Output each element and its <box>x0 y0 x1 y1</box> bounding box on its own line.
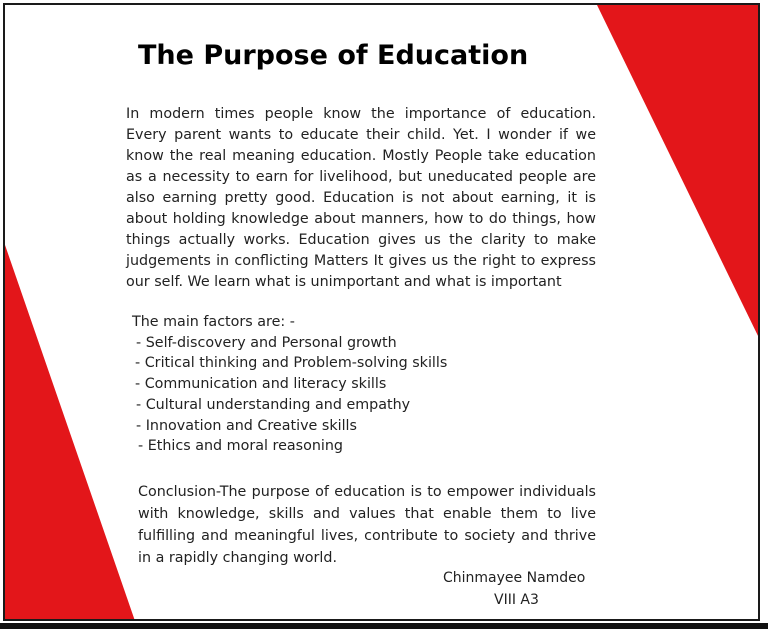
list-item: - Innovation and Creative skills <box>136 417 357 434</box>
list-item: - Critical thinking and Problem-solving skills <box>135 355 448 372</box>
list-item: - Cultural understanding and empathy <box>136 396 411 413</box>
list-item: - Ethics and moral reasoning <box>138 438 343 455</box>
factors-list <box>132 333 447 457</box>
bottom-rule <box>0 623 768 629</box>
author-class: VIII A3 <box>494 592 539 608</box>
conclusion-paragraph: Conclusion-The purpose of education is to empower individuals with knowledge, skills and values that enable them to live fulfilling and meaningful lives, contribute to society and thrive in a rapidly changing world. <box>138 484 596 566</box>
list-item: - Communication and literacy skills <box>135 376 387 393</box>
page-title: The Purpose of Education <box>138 40 529 71</box>
author-name: Chinmayee Namdeo <box>443 570 586 586</box>
list-item: - Self-discovery and Personal growth <box>136 334 397 351</box>
factors-heading: The main factors are: - <box>132 314 295 330</box>
factors-section <box>132 312 447 457</box>
intro-paragraph: In modern times people know the importance of education. Every parent wants to educate their child. Yet. I wonder if we know the real meaning education. Mostly People take education as a necessity to earn for livelihood, but uneducated people are also earning pretty good. Education is not about earning, it is about holding knowledge about manners, how to do things, how things actually works. Education gives us the clarity to make judgements in conflicting Matters It gives us the right to express our self. We learn what is unimportant and what is important <box>126 106 596 290</box>
